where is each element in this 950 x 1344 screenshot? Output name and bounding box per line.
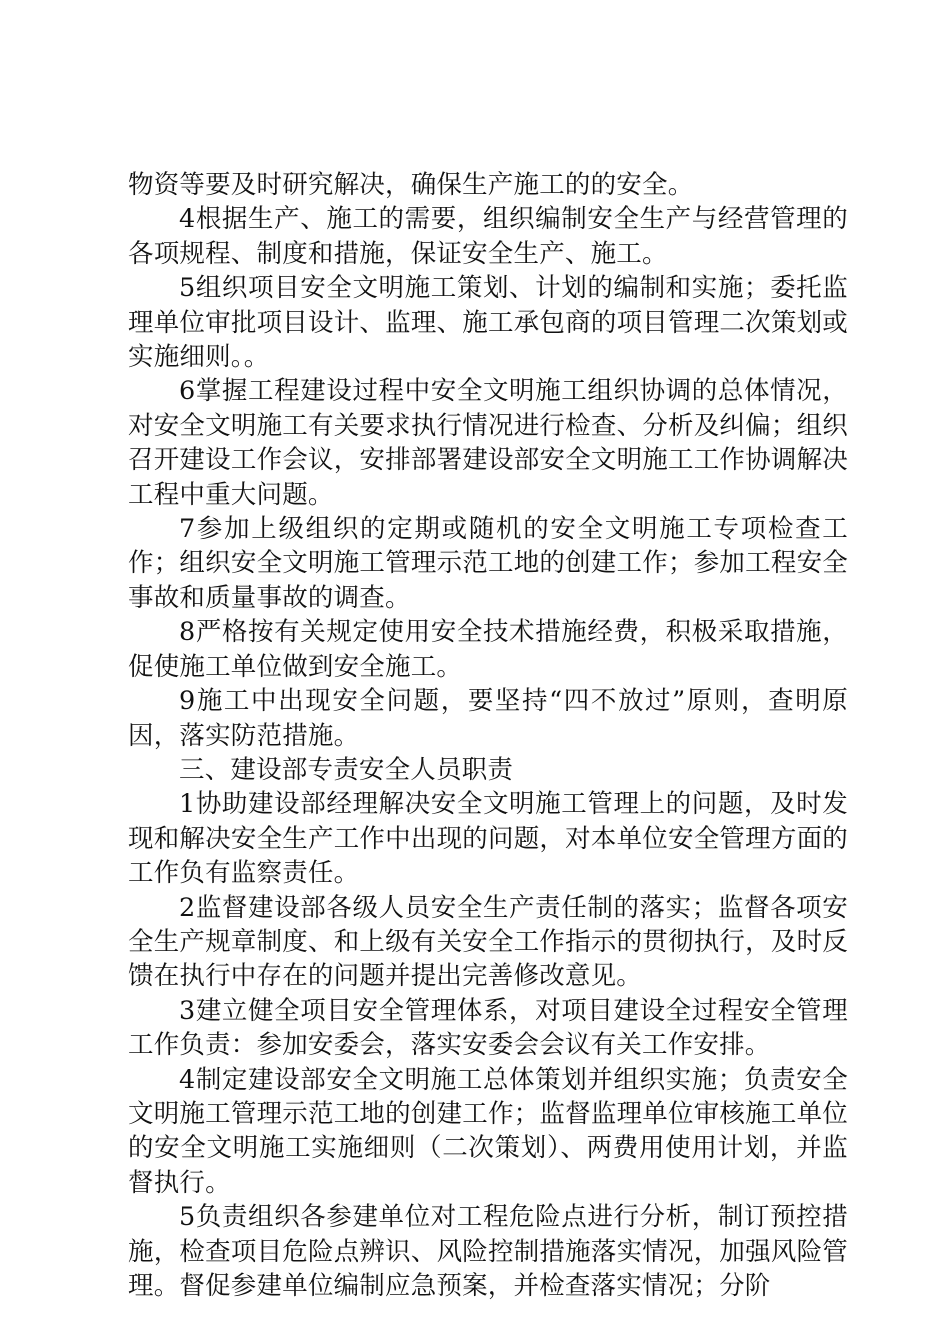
paragraph-item-7: 7参加上级组织的定期或随机的安全文明施工专项检查工作；组织安全文明施工管理示范工地的创建工作；参加工程安全事故和质量事故的调查。	[128, 514, 848, 613]
paragraph-item-4: 4根据生产、施工的需要，组织编制安全生产与经营管理的各项规程、制度和措施，保证安全生产、施工。	[128, 204, 848, 269]
paragraph-item-5: 5组织项目安全文明施工策划、计划的编制和实施；委托监理单位审批项目设计、监理、施工承包商的项目管理二次策划或实施细则。。	[128, 273, 848, 373]
document-body	[128, 168, 848, 1303]
paragraph-duty-3: 3建立健全项目安全管理体系，对项目建设全过程安全管理工作负责：参加安委会，落实安委会会议有关工作安排。	[128, 995, 848, 1061]
paragraph-duty-4: 4制定建设部安全文明施工总体策划并组织实施；负责安全文明施工管理示范工地的创建工作；监督监理单位审核施工单位的安全文明施工实施细则（二次策划）、两费用使用计划，并监督执行。	[128, 1064, 848, 1198]
paragraph-item-9: 9施工中出现安全问题，要坚持“四不放过”原则，查明原因，落实防范措施。	[128, 686, 848, 751]
section-heading: 三、建设部专责安全人员职责	[179, 754, 514, 785]
paragraph-duty-2: 2监督建设部各级人员安全生产责任制的落实；监督各项安全生产规章制度、和上级有关安全工作指示的贯彻执行，及时反馈在执行中存在的问题并提出完善修改意见。	[128, 892, 848, 992]
paragraph-duty-1: 1协助建设部经理解决安全文明施工管理上的问题，及时发现和解决安全生产工作中出现的问题，对本单位安全管理方面的工作负有监察责任。	[128, 789, 848, 889]
paragraph-item-6: 6掌握工程建设过程中安全文明施工组织协调的总体情况，对安全文明施工有关要求执行情况进行检查、分析及纠偏；组织召开建设工作会议，安排部署建设部安全文明施工工作协调解决工程中重大问题。	[128, 376, 848, 510]
paragraph-item-8: 8严格按有关规定使用安全技术措施经费，积极采取措施，促使施工单位做到安全施工。	[128, 617, 848, 682]
paragraph-duty-5: 5负责组织各参建单位对工程危险点进行分析，制订预控措施，检查项目危险点辨识、风险控制措施落实情况，加强风险管理。督促参建单位编制应急预案，并检查落实情况；分阶	[128, 1202, 848, 1301]
paragraph-continuation: 物资等要及时研究解决，确保生产施工的的安全。	[128, 170, 694, 200]
